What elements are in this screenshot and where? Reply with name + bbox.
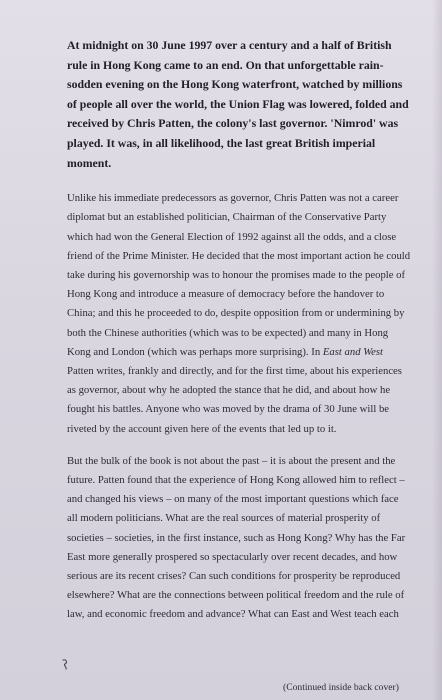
continued-note: (Continued inside back cover): [283, 682, 399, 693]
paragraph-governorship-part-2: Patten writes, frankly and directly, and for the first time, about his experiences as governor, about why he adopted the stance that he did, and about how he fought his battles. Anyone who was moved by the drama of 30 June will be riveted by the account given here of the events that led up to it.: [67, 364, 402, 435]
paragraph-governorship: [67, 189, 411, 439]
blurb-text-block: [67, 36, 411, 638]
paragraph-governorship-part-1: Unlike his immediate predecessors as governor, Chris Patten was not a career diplomat but an established politician, Chairman of the Conservative Party which had won the General Election of 1992 against all the odds, and a close friend of the Prime Minister. He decided that the most important action he could take during his governorship was to honour the promises made to the people of Hong Kong and introduce a measure of democracy before the handover to China; and this he proceeded to do, despite opposition from or undermining by both the Chinese authorities (which was to be expected) and many in Hong Kong and London (which was perhaps more surprising). In: [67, 192, 411, 358]
paragraph-present-future: But the bulk of the book is not about the past – it is about the present and the future. Patten found that the experience of Hong Kong allowed him to reflect – and changed his views – on many of the most important questions which face all modern politicians. What are the real sources of material prosperity of societies – societies, in the first instance, such as Hong Kong? Why has the Far East more generally prospered so spectacularly over recent decades, and how serious are its recent crises? Can such conditions for prosperity be reproduced elsewhere? What are the connections between political freedom and the rule of law, and economic freedom and advance? What can East and West teach each: [67, 454, 406, 621]
page-edge-shadow: [432, 0, 442, 700]
book-title-italic: East and West: [322, 345, 384, 358]
lead-paragraph: At midnight on 30 June 1997 over a century and a half of British rule in Hong Kong came to an end. On that unforgettable rain-sodden evening on the Hong Kong waterfront, watched by millions of people all over the world, the Union Flag was lowered, folded and received by Chris Patten, the colony's last governor. 'Nimrod' was played. It was, in all likelihood, the last great British imperial moment.: [67, 38, 409, 170]
pen-mark-icon: [60, 657, 74, 671]
